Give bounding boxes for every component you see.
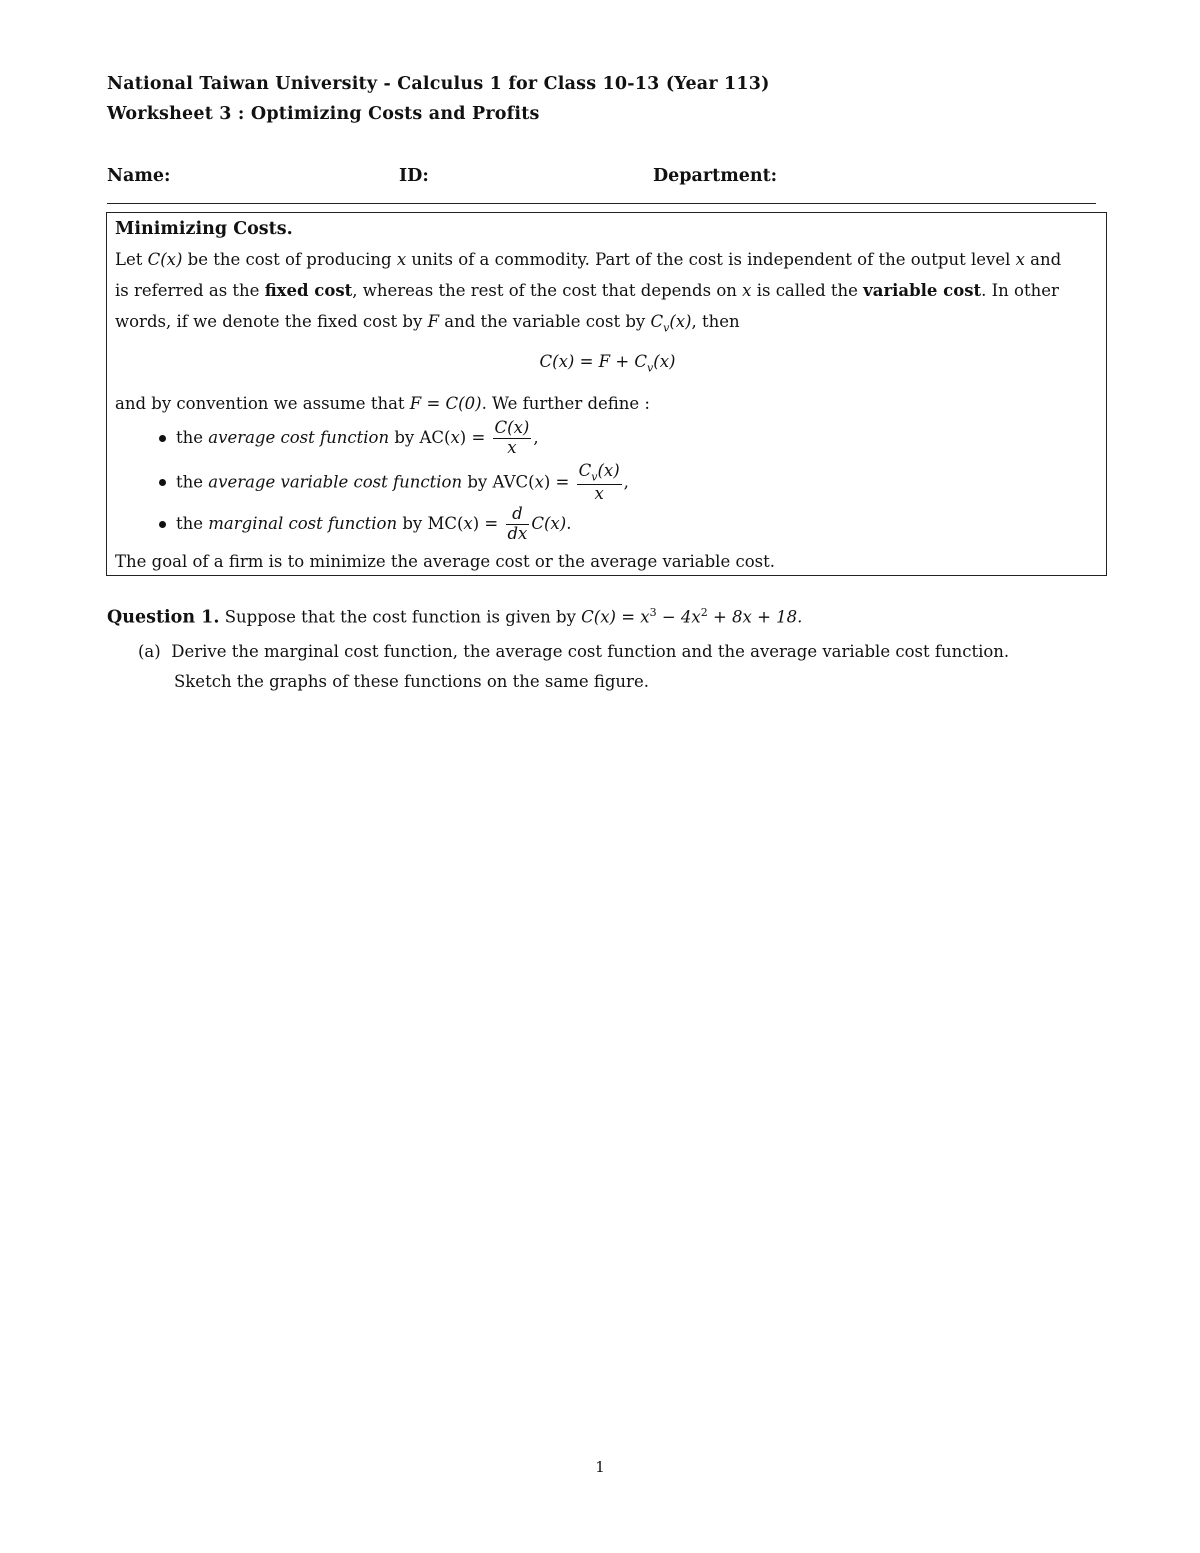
average-variable-cost-fraction: $\frac{C_v(x)}{x}$ (578, 461, 620, 503)
header-rule (107, 203, 1096, 204)
box-paragraph-4: and by convention we assume that F = C(0). We further define : (115, 394, 650, 413)
department-label: Department: (653, 166, 778, 186)
box-paragraph-2: is referred as the fixed cost, whereas the rest of the cost that depends on x is called the variable cost. In other (115, 281, 1059, 300)
id-label: ID: (399, 166, 429, 186)
box-title: Minimizing Costs. (115, 219, 293, 239)
average-cost-fraction: $\frac{C(x)}{x}$ (494, 418, 530, 457)
course-title: National Taiwan University - Calculus 1 for Class 10-13 (Year 113) (107, 74, 770, 94)
page-number: 1 (595, 1458, 605, 1476)
box-paragraph-5: The goal of a firm is to minimize the average cost or the average variable cost. (115, 552, 775, 571)
question-1-label: Question 1. (107, 607, 220, 628)
average-cost-bullet: the average cost function by AC(x) = $\frac{C(x)}{x}$ , (159, 419, 539, 458)
name-label: Name: (107, 166, 171, 186)
box-paragraph-3: words, if we denote the fixed cost by F and the variable cost by $C_v(x)$, then (115, 312, 740, 335)
average-variable-cost-bullet: the average variable cost function by AVC(x) = $\frac{C_v(x)}{x}$ , (159, 462, 629, 504)
bullet-icon (159, 479, 166, 486)
question-1a: (a) Derive the marginal cost function, the average cost function and the average variable cost function. (138, 642, 1010, 661)
box-paragraph-1: Let C(x) be the cost of producing x units of a commodity. Part of the cost is independent of the output level x and (115, 250, 1062, 269)
bullet-icon (159, 521, 166, 528)
part-a-label: (a) (138, 642, 161, 661)
derivative-fraction: $\frac{d}{dx}$ (507, 504, 528, 543)
marginal-cost-bullet: the marginal cost function by MC(x) = $\frac{d}{dx}$ C(x). (159, 505, 571, 544)
question-1a-line-2: Sketch the graphs of these functions on the same figure. (174, 672, 649, 691)
cost-decomposition-equation: $C(x) = F + C_v(x)$ (539, 352, 676, 375)
worksheet-title: Worksheet 3 : Optimizing Costs and Profits (107, 104, 540, 124)
minimizing-costs-box (106, 212, 1107, 576)
bullet-icon (159, 435, 166, 442)
question-1: Question 1. Suppose that the cost function is given by $C(x) = x^3 - 4x^2 + 8x + 18$. (107, 606, 803, 628)
